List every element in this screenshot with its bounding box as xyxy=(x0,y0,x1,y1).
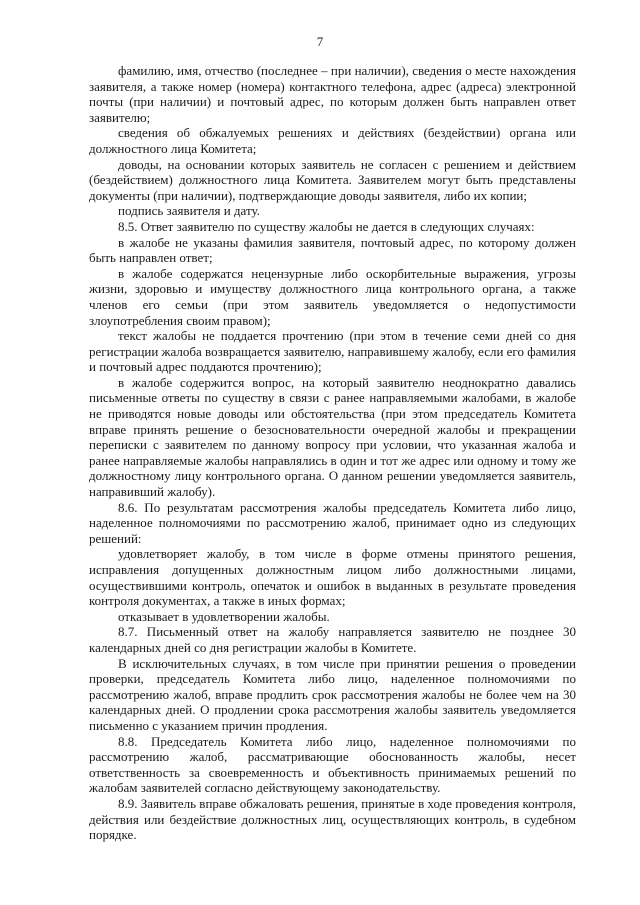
paragraph: 8.5. Ответ заявителю по существу жалобы не дается в следующих случаях: xyxy=(118,218,535,234)
paragraph: 8.8. Председатель Комитета либо лицо, наделенное полномочиями по рассмотрению жалоб, рассматривающие обоснованность жалобы, несет ответственность за своевременность и объективность принимаемых решений по жалобам заявителей согласно действующему законодательству. xyxy=(89,733,576,796)
document-body xyxy=(89,63,576,843)
paragraph: 8.9. Заявитель вправе обжаловать решения, принятые в ходе проведения контроля, действия или бездействие должностных лиц, осуществляющих контроль, в судебном порядке. xyxy=(89,795,576,843)
page-number: 7 xyxy=(316,34,324,49)
paragraph: В исключительных случаях, в том числе при принятии решения о проведении проверки, председатель Комитета либо лицо, наделенное полномочиями по рассмотрению жалоб, вправе продлить срок рассмотрения жалобы не более чем на 30 календарных дней. О продлении срока рассмотрения жалобы заявитель уведомляется письменно с указанием причин продления. xyxy=(89,655,576,733)
paragraph: в жалобе не указаны фамилия заявителя, почтовый адрес, по которому должен быть направлен ответ; xyxy=(89,234,576,266)
paragraph: 8.7. Письменный ответ на жалобу направляется заявителю не позднее 30 календарных дней со дня регистрации жалобы в Комитете. xyxy=(89,624,576,655)
paragraph: текст жалобы не поддается прочтению (при этом в течение семи дней со дня регистрации жалоба возвращается заявителю, направившему жалобу, если его фамилия и почтовый адрес поддаются прочтению); xyxy=(89,328,576,375)
paragraph: в жалобе содержатся нецензурные либо оскорбительные выражения, угрозы жизни, здоровью и имуществу должностного лица контрольного органа, а также членов его семьи (при этом заявитель уведомляется о недопустимости злоупотребления своим правом); xyxy=(89,265,576,328)
paragraph: удовлетворяет жалобу, в том числе в форме отмены принятого решения, исправления допущенных должностным лицом либо должностными лицами, осуществившими контроль, опечаток и ошибок в выданных в результате проведения контроля документах, а также в иных формах; xyxy=(89,546,576,609)
paragraph: сведения об обжалуемых решениях и действиях (бездействии) органа или должностного лица Комитета; xyxy=(89,125,576,156)
paragraph: в жалобе содержится вопрос, на который заявителю неоднократно давались письменные ответы по существу в связи с ранее направляемыми жалобами, в жалобе не приводятся новые доводы или обстоятельства (при этом председатель Комитета вправе принять решение о безосновательности очередной жалобы и прекращении переписки с заявителем по данному вопросу при условии, что указанная жалоба и ранее направляемые жалобы направлялись в один и тот же адрес или одному и тому же должностному лицу контрольного органа. О данном решении уведомляется заявитель, направивший жалобу). xyxy=(89,374,576,500)
paragraph: подпись заявителя и дату. xyxy=(118,203,260,219)
paragraph: фамилию, имя, отчество (последнее – при наличии), сведения о месте нахождения заявителя, а также номер (номера) контактного телефона, адрес (адреса) электронной почты (при наличии) и почтовый адрес, по которым должен быть направлен ответ заявителю; xyxy=(89,63,576,125)
paragraph: 8.6. По результатам рассмотрения жалобы председатель Комитета либо лицо, наделенное полномочиями по рассмотрению жалоб, принимает одно из следующих решений: xyxy=(89,499,576,546)
paragraph: отказывает в удовлетворении жалобы. xyxy=(118,608,330,624)
paragraph: доводы, на основании которых заявитель не согласен с решением и действием (бездействием) должностного лица Комитета. Заявителем могут быть представлены документы (при наличии), подтверждающие доводы заявителя, либо их копии; xyxy=(89,156,576,203)
